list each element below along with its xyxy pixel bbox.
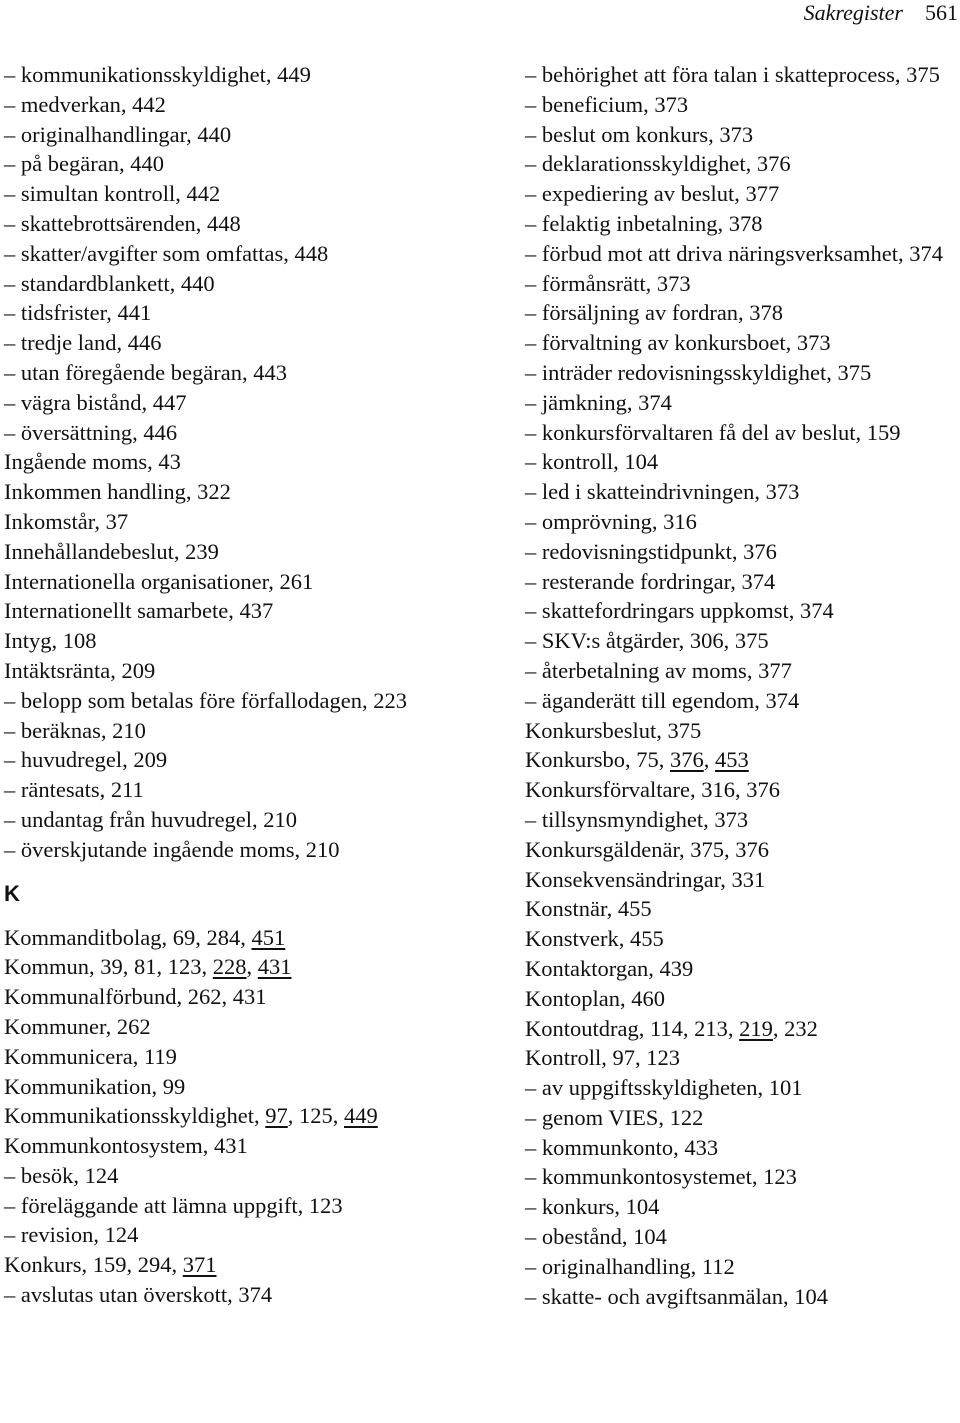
entry-text: återbetalning av moms, 377 [541,657,792,683]
entry-text: Inkomstår, 37 [4,508,129,534]
index-entry [4,1250,444,1280]
index-subentry [525,805,960,835]
index-subentry [4,716,444,746]
index-subentry [525,418,960,448]
page-reference-underlined: 449 [344,1103,378,1129]
entry-text: kontroll, 104 [541,449,659,475]
index-subentry [525,120,960,150]
entry-text: , 232 [772,1015,818,1041]
subentry-dash: – [525,1134,542,1160]
entry-text: Inkommen handling, 322 [4,479,231,505]
entry-text: inträder redovisningsskyldighet, 375 [541,359,872,385]
entry-text: SKV:s åtgärder, 306, 375 [541,628,769,654]
index-subentry [525,1222,960,1252]
subentry-dash: – [525,151,542,177]
subentry-dash: – [4,151,21,177]
entry-text: Intyg, 108 [4,628,97,654]
index-subentry [4,388,444,418]
index-subentry [4,60,444,90]
index-subentry [4,1161,444,1191]
entry-text: led i skatteindrivningen, 373 [541,479,800,505]
entry-text: konkurs, 104 [541,1194,660,1220]
entry-text: originalhandlingar, 440 [20,121,232,147]
entry-text: överskjutande ingående moms, 210 [20,836,340,862]
index-subentry [525,447,960,477]
entry-text: omprövning, 316 [541,508,697,534]
index-subentry [4,328,444,358]
entry-text: Kontroll, 97, 123 [525,1045,680,1071]
index-entry [4,1012,444,1042]
index-entry [525,984,960,1014]
entry-text: Kommunikationsskyldighet, [4,1103,266,1129]
entry-text: skatte- och avgiftsanmälan, 104 [541,1283,829,1309]
index-entry [525,716,960,746]
page-reference-underlined: 219 [739,1015,773,1041]
entry-text: Innehållandebeslut, 239 [4,538,219,564]
subentry-dash: – [4,240,21,266]
subentry-dash: – [525,449,542,475]
index-entry [4,477,444,507]
entry-text: äganderätt till egendom, 374 [541,687,800,713]
subentry-dash: – [4,359,21,385]
index-entry [525,1043,960,1073]
index-subentry [525,567,960,597]
entry-text: tidsfrister, 441 [20,300,152,326]
subentry-dash: – [525,121,542,147]
index-subentry [4,686,444,716]
index-subentry [525,269,960,299]
subentry-dash: – [4,419,21,445]
index-subentry [525,179,960,209]
index-subentry [525,209,960,239]
index-subentry [4,805,444,835]
index-entry [4,1042,444,1072]
entry-text: Konkursgäldenär, 375, 376 [525,836,770,862]
index-subentry [525,1103,960,1133]
index-subentry [525,298,960,328]
entry-text: Konstnär, 455 [525,896,652,922]
index-subentry [525,1162,960,1192]
index-subentry [4,120,444,150]
index-subentry [4,1220,444,1250]
page-number: 561 [925,0,958,25]
index-entry [525,835,960,865]
entry-text: Kommunikation, 99 [4,1073,186,1099]
index-entry [4,1131,444,1161]
subentry-dash: – [4,300,21,326]
page-reference-underlined: 371 [182,1252,217,1278]
entry-text: Kontaktorgan, 439 [525,955,694,981]
index-subentry [525,60,960,90]
subentry-dash: – [525,389,542,415]
subentry-dash: – [4,1192,21,1218]
index-subentry [4,209,444,239]
subentry-dash: – [4,330,21,356]
subentry-dash: – [4,181,21,207]
index-subentry [525,1133,960,1163]
subentry-dash: – [525,568,542,594]
index-entry [525,1014,960,1044]
subentry-dash: – [525,508,542,534]
index-entry [4,1101,444,1131]
subentry-dash: – [525,1164,542,1190]
index-entry [4,507,444,537]
entry-text: Kommuner, 262 [4,1013,151,1039]
entry-text: genom VIES, 122 [541,1104,704,1130]
entry-text: resterande fordringar, 374 [541,568,776,594]
entry-text: Kontoutdrag, 114, 213, [525,1015,740,1041]
entry-text: , 125, [287,1103,344,1129]
entry-text: Konkursbo, 75, [525,747,670,773]
entry-text: Internationella organisationer, 261 [4,568,314,594]
page-header [804,0,958,24]
index-subentry [4,835,444,865]
subentry-dash: – [525,687,542,713]
index-entry [525,865,960,895]
index-subentry [4,745,444,775]
index-subentry [525,1073,960,1103]
entry-text: skattebrottsärenden, 448 [20,210,241,236]
entry-text: Konsekvensändringar, 331 [525,866,766,892]
entry-text: beräknas, 210 [20,717,146,743]
entry-text: Konkurs, 159, 294, [4,1252,183,1278]
entry-text: expediering av beslut, 377 [541,181,780,207]
subentry-dash: – [525,300,542,326]
subentry-dash: – [525,359,542,385]
subentry-dash: – [4,747,21,773]
entry-text: Intäktsränta, 209 [4,657,156,683]
index-entry [525,745,960,775]
entry-text: tillsynsmyndighet, 373 [541,806,749,832]
index-subentry [525,90,960,120]
entry-text: obestånd, 104 [541,1224,667,1250]
entry-text: försäljning av fordran, 378 [541,300,784,326]
index-entry [525,894,960,924]
index-subentry [525,358,960,388]
subentry-dash: – [525,1253,542,1279]
index-entry [4,656,444,686]
subentry-dash: – [4,777,21,803]
subentry-dash: – [525,181,542,207]
index-subentry [525,656,960,686]
entry-text: konkursförvaltaren få del av beslut, 159 [541,419,901,445]
entry-text: Konkursbeslut, 375 [525,717,702,743]
entry-text: Ingående moms, 43 [4,449,181,475]
index-subentry [4,418,444,448]
page-reference-underlined: 376 [670,747,704,773]
index-section-letter [4,879,444,909]
entry-text: K [4,880,20,906]
entry-text: Kommunicera, 119 [4,1043,177,1069]
entry-text: utan föregående begäran, 443 [20,359,287,385]
subentry-dash: – [525,91,542,117]
entry-text: Kommunkontosystem, 431 [4,1133,248,1159]
entry-text: undantag från huvudregel, 210 [20,806,298,832]
entry-text: kommunikationsskyldighet, 449 [20,62,311,87]
index-entry [4,982,444,1012]
page-reference-underlined: 453 [715,747,749,773]
entry-text: förvaltning av konkursboet, 373 [541,330,831,356]
index-entry [525,954,960,984]
index-subentry [525,507,960,537]
entry-text: redovisningstidpunkt, 376 [541,538,777,564]
entry-text: deklarationsskyldighet, 376 [541,151,791,177]
page-reference-underlined: 431 [257,954,292,980]
entry-text: kommunkonto, 433 [541,1134,719,1160]
page-reference-underlined: 228 [212,954,247,980]
index-subentry [4,179,444,209]
subentry-dash: – [525,479,542,505]
entry-text: originalhandling, 112 [541,1253,735,1279]
index-entry [525,924,960,954]
index-subentry [525,1252,960,1282]
entry-text: Kommanditbolag, 69, 284, [4,924,252,950]
index-entry [4,626,444,656]
subentry-dash: – [525,240,542,266]
entry-text: beslut om konkurs, 373 [541,121,754,147]
subentry-dash: – [4,1222,21,1248]
subentry-dash: – [525,538,542,564]
page-reference-underlined: 97 [265,1103,288,1129]
index-subentry [525,1282,960,1312]
subentry-dash: – [4,806,21,832]
index-subentry [525,686,960,716]
index-subentry [4,1280,444,1310]
subentry-dash: – [4,62,21,87]
entry-text: medverkan, 442 [20,91,166,117]
index-subentry [525,477,960,507]
subentry-dash: – [4,389,21,415]
entry-text: skattefordringars uppkomst, 374 [541,598,834,624]
subentry-dash: – [525,62,542,87]
entry-text: , [703,747,715,773]
index-subentry [4,1191,444,1221]
running-header-title: Sakregister [803,0,903,25]
subentry-dash: – [4,270,21,296]
page-reference-underlined: 451 [251,924,286,950]
entry-text: simultan kontroll, 442 [20,181,221,207]
subentry-dash: – [525,330,542,356]
entry-text: jämkning, 374 [541,389,672,415]
index-subentry [4,90,444,120]
entry-text: besök, 124 [20,1162,119,1188]
index-subentry [525,626,960,656]
subentry-dash: – [4,121,21,147]
index-entry [525,775,960,805]
entry-text: standardblankett, 440 [20,270,215,296]
subentry-dash: – [525,628,542,654]
entry-text: behörighet att föra talan i skatteprocess, 375 [541,62,940,87]
entry-text: av uppgiftsskyldigheten, 101 [541,1075,803,1101]
index-subentry [4,269,444,299]
subentry-dash: – [4,836,21,862]
index-entry [4,567,444,597]
index-entry [4,923,444,953]
index-entry [4,952,444,982]
subentry-dash: – [4,1162,21,1188]
index-subentry [4,149,444,179]
index-entry [4,537,444,567]
index-entry [4,596,444,626]
index-entry [4,447,444,477]
subentry-dash: – [525,657,542,683]
entry-text: skatter/avgifter som omfattas, 448 [20,240,329,266]
entry-text: förmånsrätt, 373 [541,270,691,296]
subentry-dash: – [525,806,542,832]
subentry-dash: – [4,1282,21,1308]
subentry-dash: – [525,1075,542,1101]
subentry-dash: – [525,598,542,624]
entry-text: föreläggande att lämna uppgift, 123 [20,1192,343,1218]
entry-text: vägra bistånd, 447 [20,389,187,415]
index-subentry [4,775,444,805]
entry-text: felaktig inbetalning, 378 [541,210,763,236]
index-subentry [4,358,444,388]
subentry-dash: – [4,717,21,743]
subentry-dash: – [525,270,542,296]
index-subentry [525,328,960,358]
entry-text: Konstverk, 455 [525,926,664,952]
subentry-dash: – [525,1224,542,1250]
index-subentry [525,149,960,179]
entry-text: på begäran, 440 [20,151,164,177]
subentry-dash: – [525,419,542,445]
entry-text: beneficium, 373 [541,91,689,117]
index-column-left [4,60,444,1310]
subentry-dash: – [525,1283,542,1309]
entry-text: Kommun, 39, 81, 123, [4,954,213,980]
entry-text: belopp som betalas före förfallodagen, 223 [20,687,408,713]
index-subentry [525,239,960,269]
entry-text: kommunkontosystemet, 123 [541,1164,797,1190]
index-subentry [4,298,444,328]
subentry-dash: – [4,687,21,713]
index-subentry [525,1192,960,1222]
subentry-dash: – [4,91,21,117]
subentry-dash: – [525,1194,542,1220]
index-subentry [525,596,960,626]
entry-text: tredje land, 446 [20,330,162,356]
entry-text: revision, 124 [20,1222,139,1248]
entry-text: avslutas utan överskott, 374 [20,1282,273,1308]
index-subentry [525,537,960,567]
index-subentry [525,388,960,418]
entry-text: Kontoplan, 460 [525,985,665,1011]
index-column-right [525,60,960,1311]
entry-text: Kommunalförbund, 262, 431 [4,984,267,1010]
entry-text: räntesats, 211 [20,777,144,803]
index-entry [4,1072,444,1102]
subentry-dash: – [525,1104,542,1130]
subentry-dash: – [525,210,542,236]
entry-text: översättning, 446 [20,419,178,445]
entry-text: Internationellt samarbete, 437 [4,598,274,624]
entry-text: förbud mot att driva näringsverksamhet, 374 [541,240,944,266]
entry-text: Konkursförvaltare, 316, 376 [525,777,780,803]
entry-text: huvudregel, 209 [20,747,168,773]
subentry-dash: – [4,210,21,236]
index-subentry [4,239,444,269]
entry-text: , [246,954,258,980]
